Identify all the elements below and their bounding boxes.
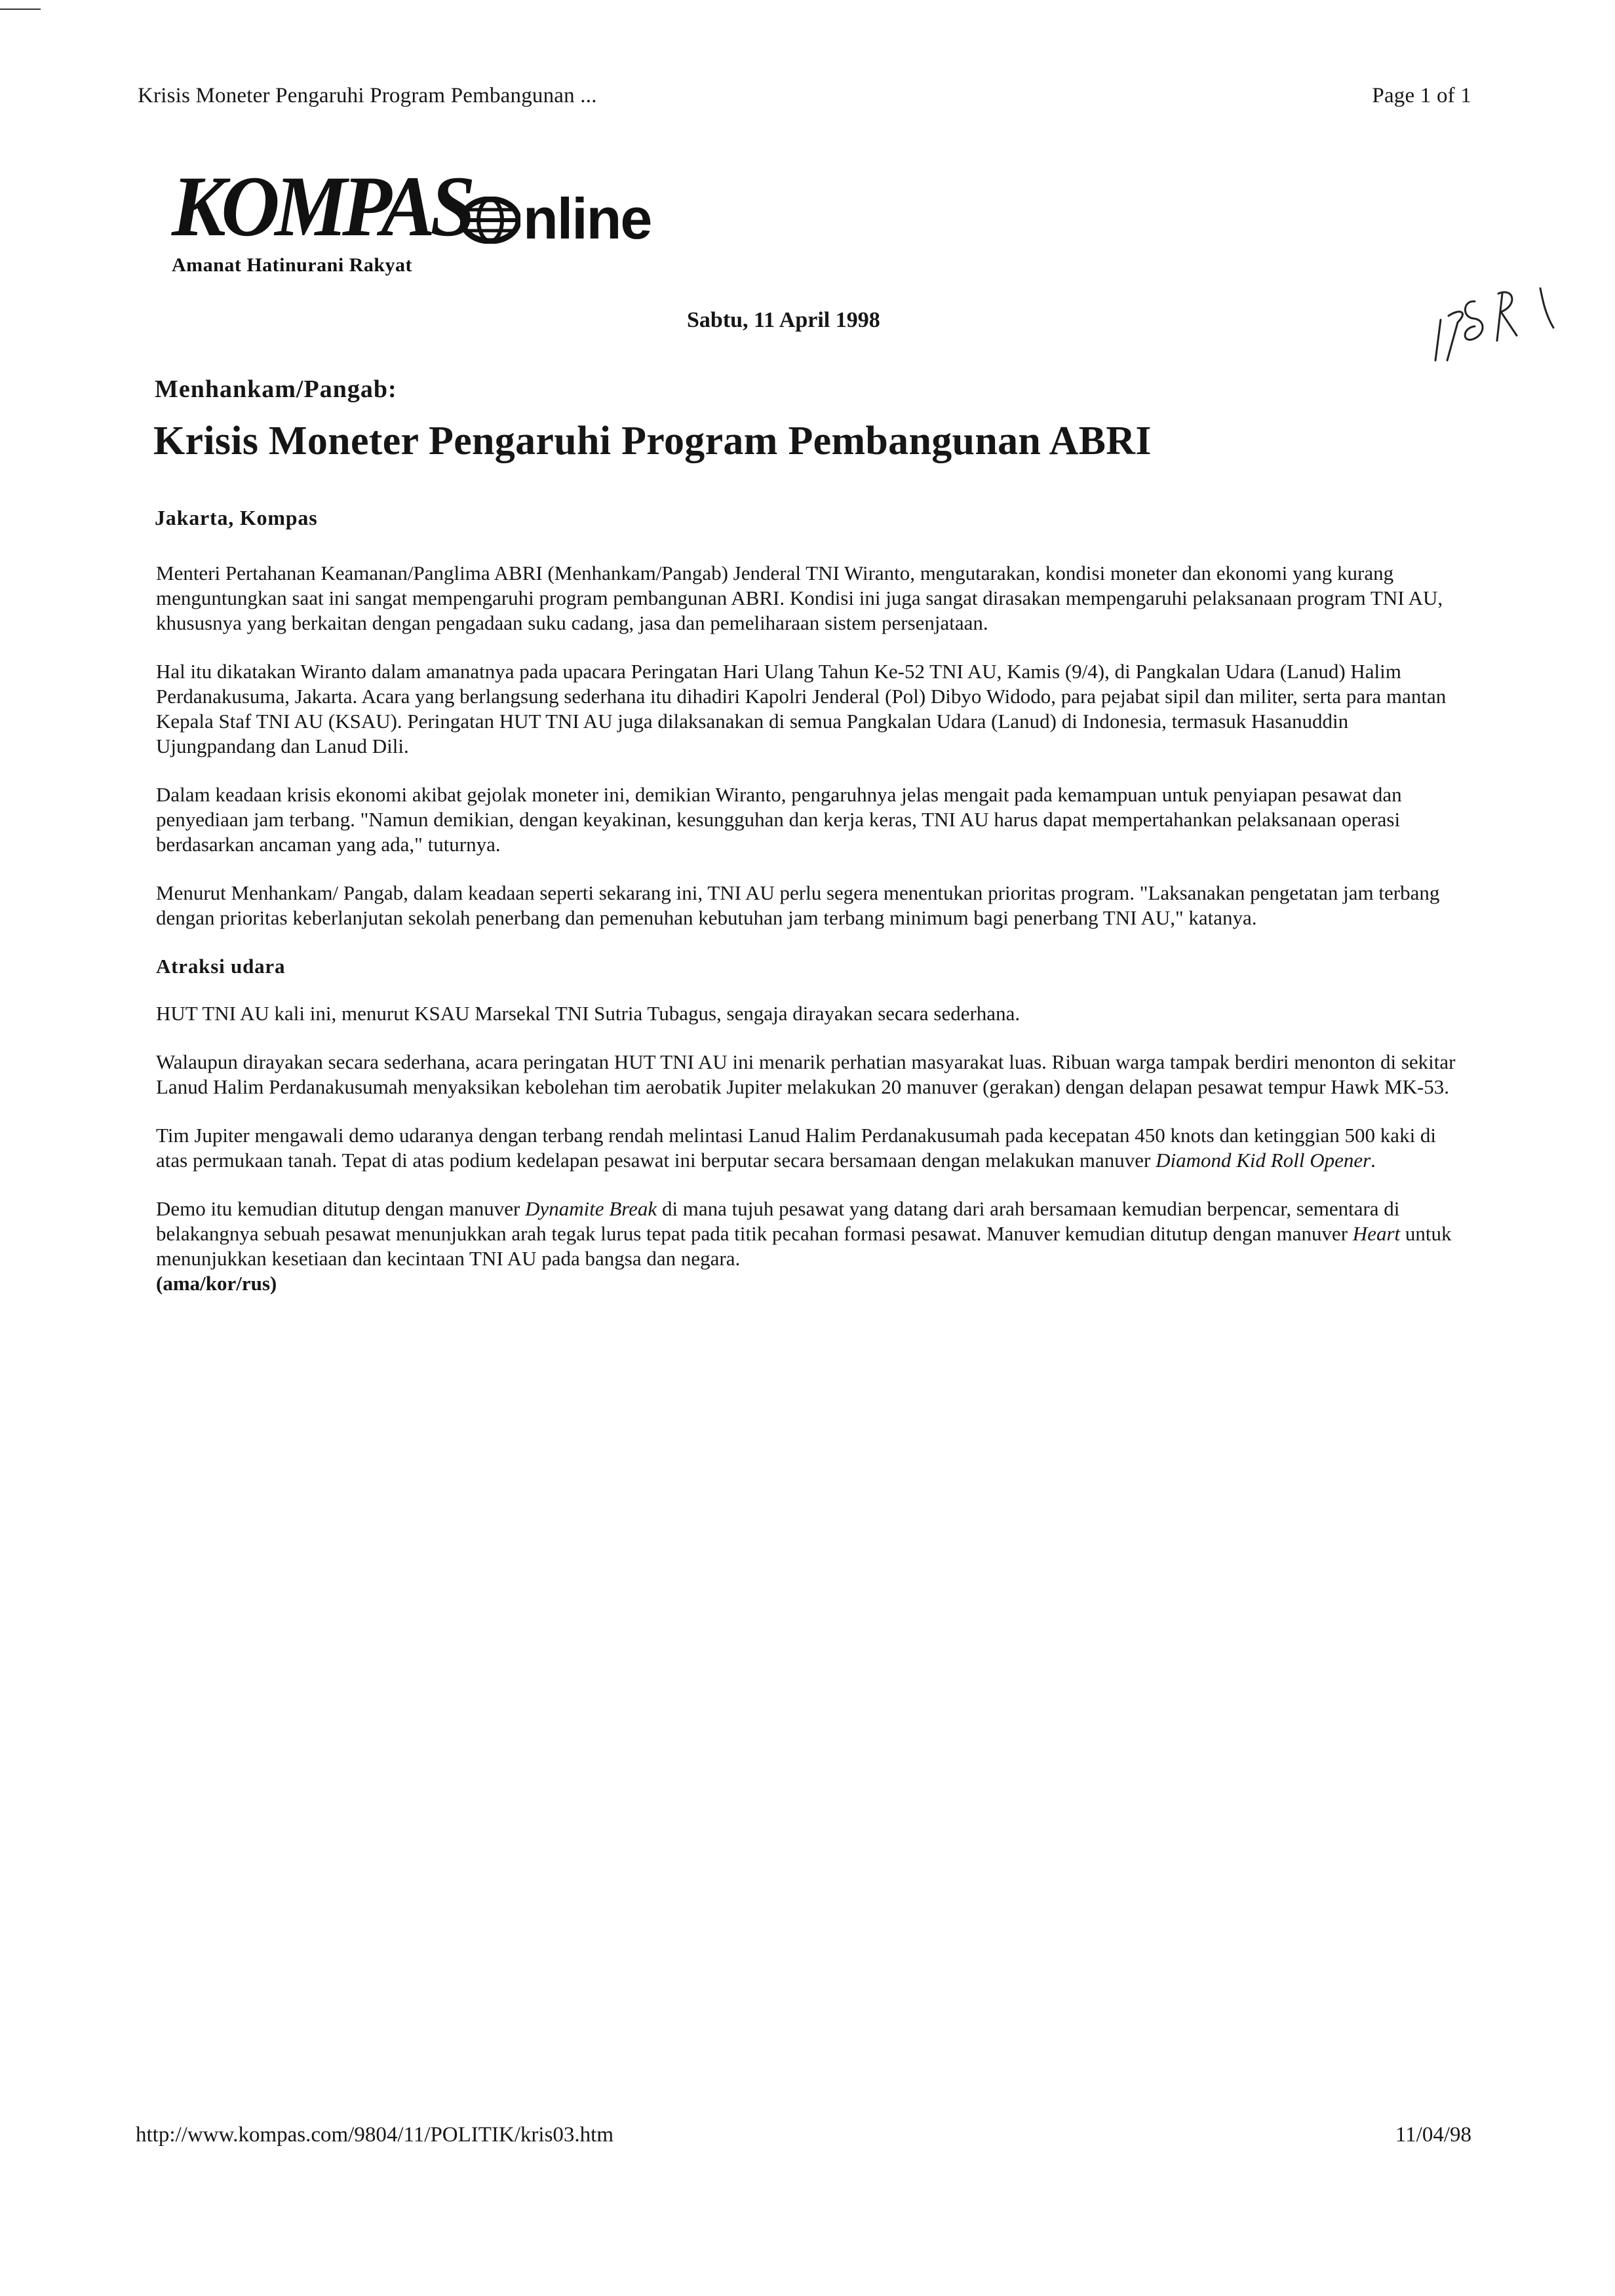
article-kicker: Menhankam/Pangab: (155, 375, 397, 403)
globe-icon (460, 197, 520, 244)
paragraph-text: . (1371, 1149, 1376, 1172)
scan-edge-mark (0, 7, 46, 13)
article-headline: Krisis Moneter Pengaruhi Program Pembangunan ABRI (153, 419, 1152, 463)
logo-wordmark (172, 158, 749, 254)
logo-tagline: Amanat Hatinurani Rakyat (172, 254, 413, 276)
paragraph-text: di mana tujuh pesawat yang datang dari arah bersamaan kemudian berpencar, sementara di belakangnya sebuah pesawat menunjukkan arah tegak lurus tepat pada titik pecahan formasi pesawat. Manuver kemudian ditutup dengan manuver (156, 1197, 1400, 1245)
article-subheading: Atraksi udara (156, 955, 286, 978)
article-paragraph: Walaupun dirayakan secara sederhana, acara peringatan HUT TNI AU ini menarik perhatian masyarakat luas. Ribuan warga tampak berdiri menonton di sekitar Lanud Halim Perdanakusumah menyaksikan kebolehan tim aerobatik Jupiter melakukan 20 manuver (gerakan) dengan delapan pesawat tempur Hawk MK-53. (156, 1050, 1456, 1098)
handwritten-annotation (1429, 262, 1560, 373)
page-number: Page 1 of 1 (1372, 84, 1471, 107)
paragraph-text: untuk menunjukkan kesetiaan dan kecintaan TNI AU pada bangsa dan negara. (156, 1222, 1452, 1270)
logo-kompas-text: KOMPAS (172, 158, 471, 254)
maneuver-name: Heart (1352, 1222, 1401, 1245)
page-header-title: Krisis Moneter Pengaruhi Program Pembangunan ... (138, 84, 597, 107)
paragraph-text: Tim Jupiter mengawali demo udaranya dengan terbang rendah melintasi Lanud Halim Perdanakusumah pada kecepatan 450 knots dan ketinggian 500 kaki di atas permukaan tanah. Tepat di atas podium kedelapan pesawat ini berputar secara bersamaan dengan melakukan manuver (156, 1124, 1437, 1172)
article-paragraph: HUT TNI AU kali ini, menurut KSAU Marsekal TNI Sutria Tubagus, sengaja dirayakan secara sederhana. (156, 1002, 1021, 1025)
article-paragraph: Menurut Menhankam/ Pangab, dalam keadaan seperti sekarang ini, TNI AU perlu segera menentukan prioritas program. "Laksanakan pengetatan jam terbang dengan prioritas keberlanjutan sekolah penerbang dan pemenuhan kebutuhan jam terbang minimum bagi penerbang TNI AU," katanya. (156, 881, 1440, 929)
article-paragraph: Dalam keadaan krisis ekonomi akibat gejolak moneter ini, demikian Wiranto, pengaruhnya jelas mengait pada kemampuan untuk penyiapan pesawat dan penyediaan jam terbang. "Namun demikian, dengan keyakinan, kesungguhan dan kerja keras, TNI AU harus dapat mempertahankan pelaksanaan operasi berdasarkan ancaman yang ada," tuturnya. (156, 783, 1402, 856)
paragraph-text: Demo itu kemudian ditutup dengan manuver (156, 1197, 526, 1220)
article-dateline: Jakarta, Kompas (155, 506, 318, 529)
article-paragraph (156, 1196, 1460, 1296)
maneuver-name: Dynamite Break (525, 1197, 657, 1220)
author-initials: (ama/kor/rus) (156, 1272, 277, 1295)
footer-url: http://www.kompas.com/9804/11/POLITIK/kris03.htm (136, 2123, 614, 2147)
footer-print-date: 11/04/98 (1395, 2123, 1471, 2147)
article-paragraph: Hal itu dikatakan Wiranto dalam amanatnya pada upacara Peringatan Hari Ulang Tahun Ke-52 TNI AU, Kamis (9/4), di Pangkalan Udara (Lanud) Halim Perdanakusuma, Jakarta. Acara yang berlangsung sederhana itu dihadiri Kapolri Jenderal (Pol) Dibyo Widodo, para pejabat sipil dan militer, serta para mantan Kepala Staf TNI AU (KSAU). Peringatan HUT TNI AU juga dilaksanakan di semua Pangkalan Udara (Lanud) di Indonesia, termasuk Hasanuddin Ujungpandang dan Lanud Dili. (156, 660, 1447, 757)
kompas-online-logo (172, 158, 749, 277)
article-body (156, 561, 1460, 1320)
article-paragraph (156, 1123, 1460, 1173)
publication-date: Sabtu, 11 April 1998 (687, 308, 880, 332)
article-paragraph: Menteri Pertahanan Keamanan/Panglima ABRI (Menhankam/Pangab) Jenderal TNI Wiranto, mengutarakan, kondisi moneter dan ekonomi yang kurang menguntungkan saat ini sangat mempengaruhi program pembangunan ABRI. Kondisi ini juga sangat dirasakan mempengaruhi pelaksanaan program TNI AU, khususnya yang berkaitan dengan pengadaan suku cadang, jasa dan pemeliharaan sistem persenjataan. (156, 562, 1443, 634)
maneuver-name: Diamond Kid Roll Opener (1156, 1149, 1371, 1172)
logo-online-text: nline (523, 186, 652, 251)
